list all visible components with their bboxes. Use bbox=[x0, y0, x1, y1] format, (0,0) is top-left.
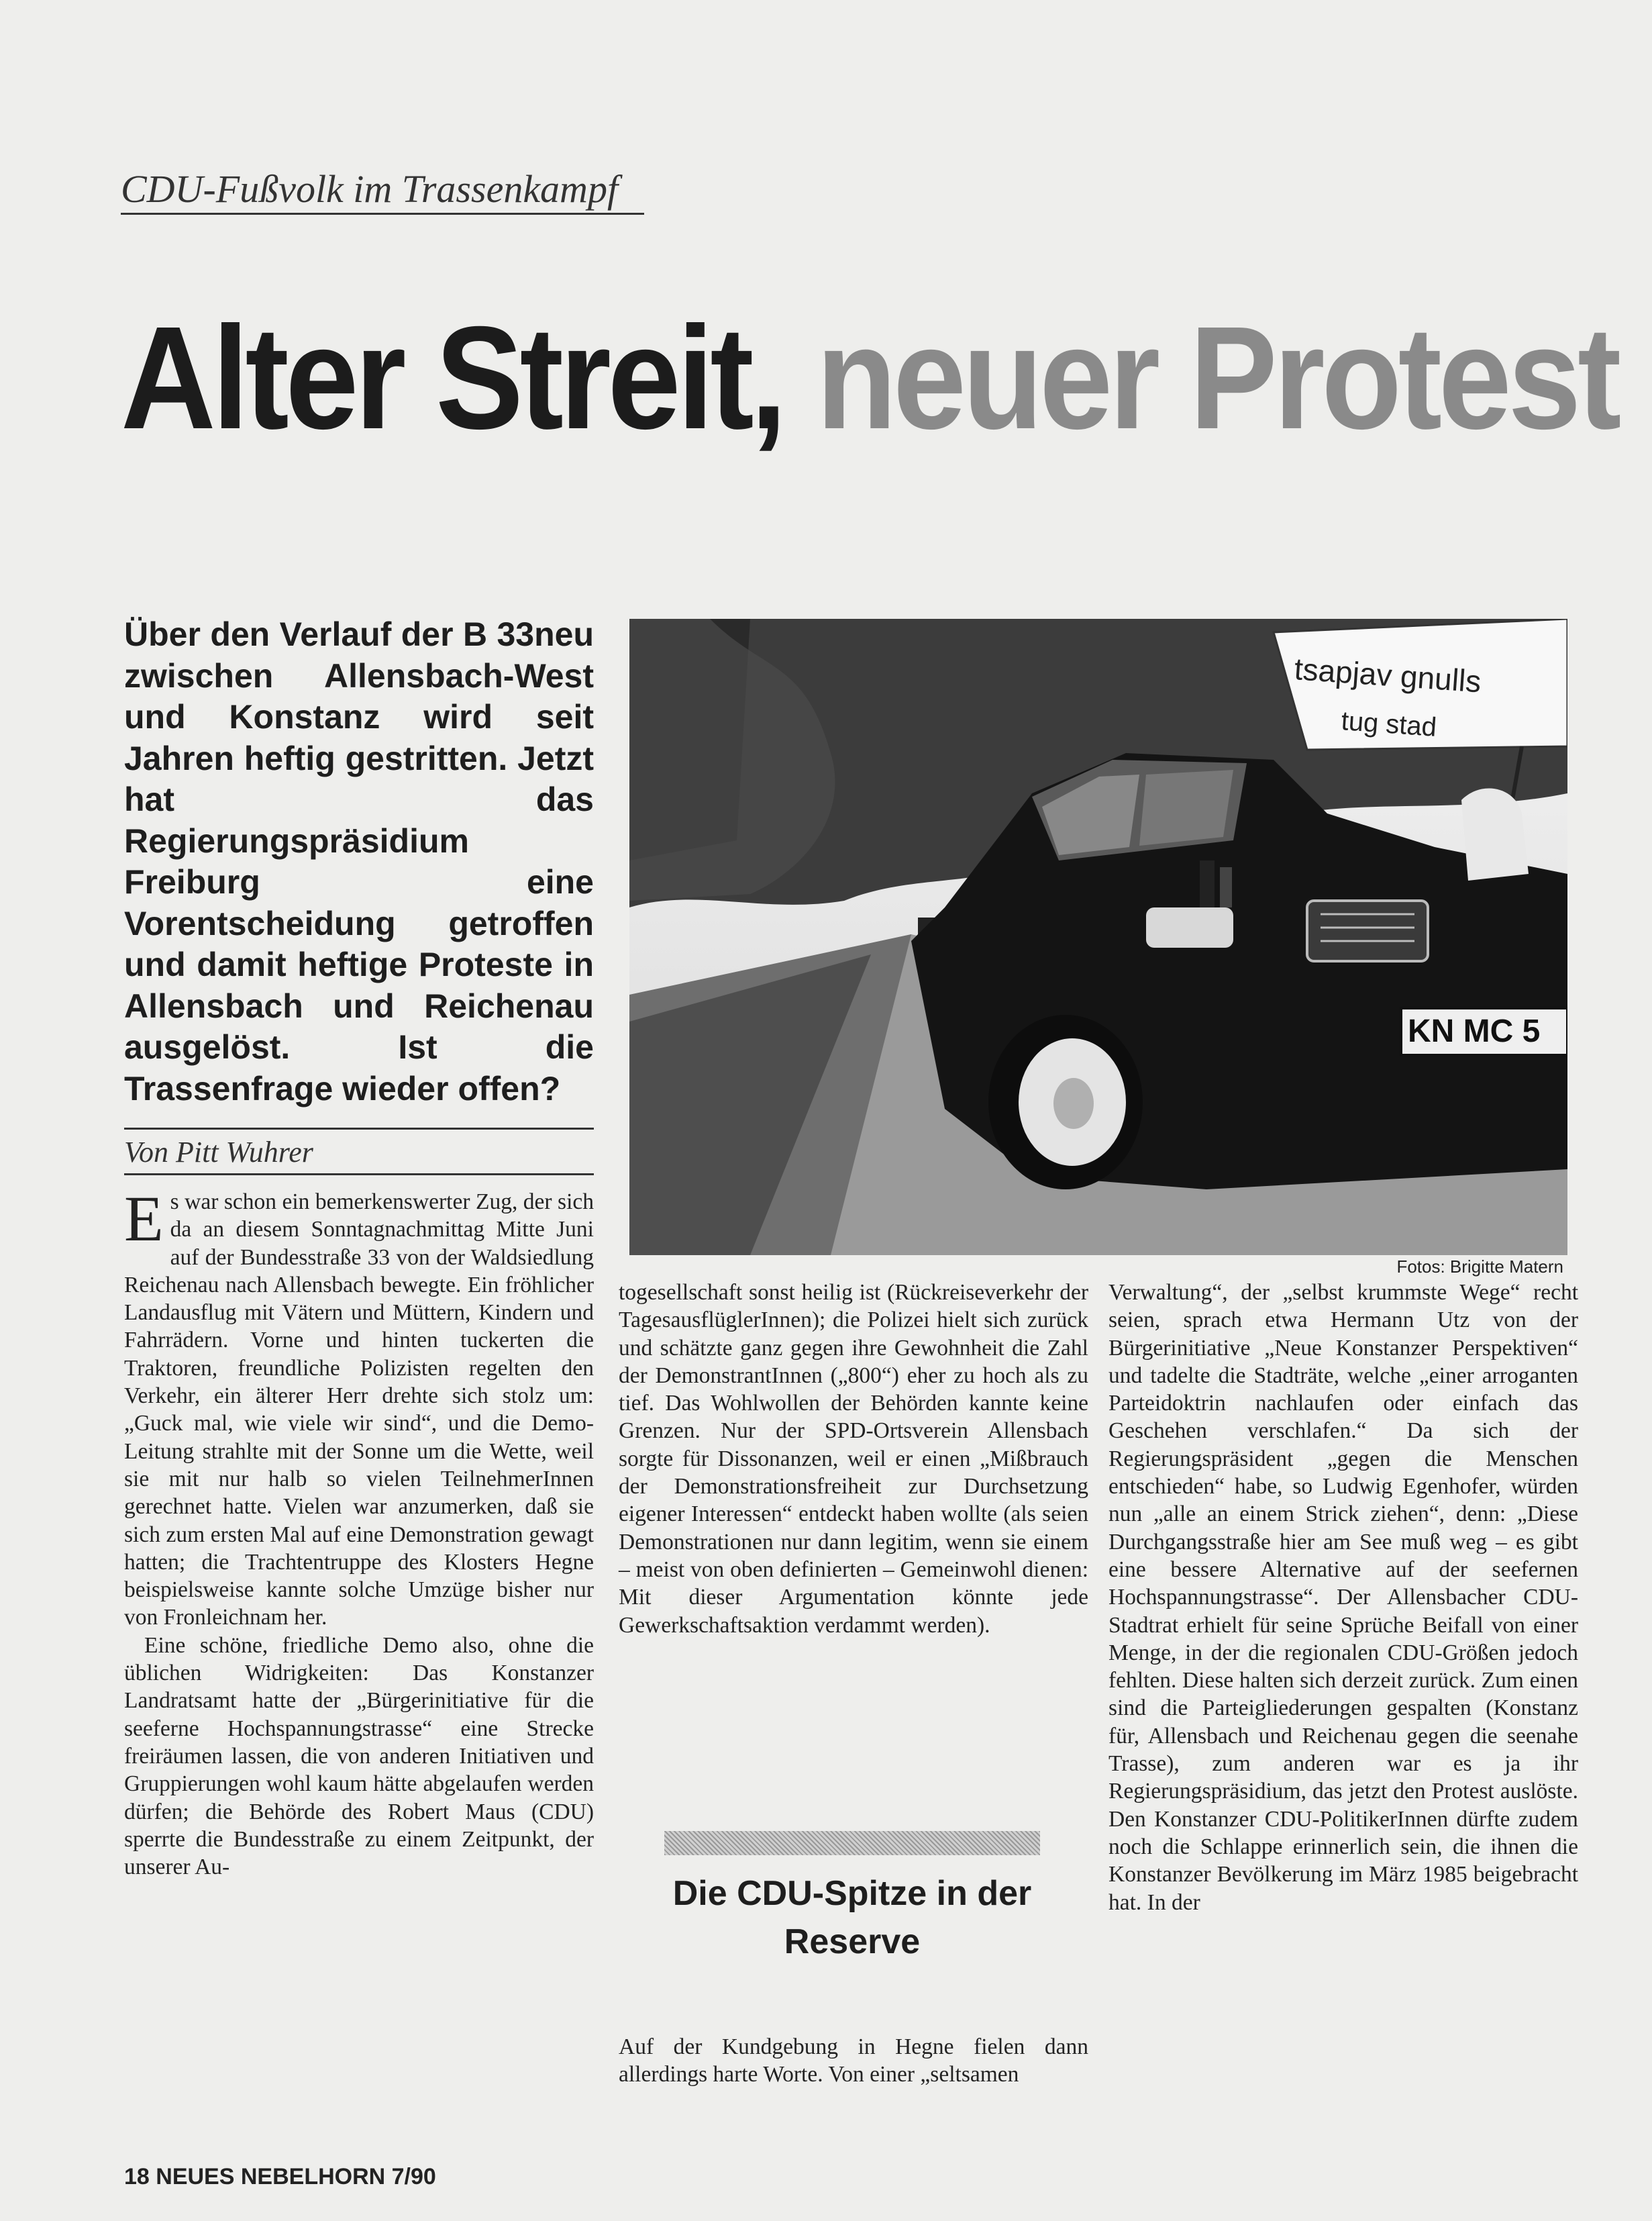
headline-grey: neuer Protest bbox=[783, 297, 1618, 460]
banner-text-2: tug stad bbox=[1340, 706, 1438, 742]
lead-paragraph: Über den Verlauf der B 33neu zwischen Allensbach-West und Konstanz wird seit Jahren heftig gestritten. Jetzt hat das Regierungspräsidium Freiburg eine Vorentscheidung getroffen und damit heftige Proteste in Allensbach und Reichenau ausgelöst. Ist die Trassenfrage wieder offen? bbox=[124, 615, 594, 1107]
column-2 bbox=[619, 1279, 1088, 1639]
headline-dark: Alter Streit, bbox=[121, 297, 784, 460]
column-2-continued bbox=[619, 2033, 1088, 2089]
headline bbox=[121, 297, 1618, 460]
col3-paragraph-1: Verwaltung“, der „selbst krummste Wege“ recht seien, sprach etwa Hermann Utz von der Bürgerinitiative „Neue Konstanzer Perspektiven“ und tadelte die Stadträte, welche „einer arroganten Parteidoktrin nachlaufen oder einfach das Geschehen verschlafen.“ Da sich der Regierungspräsident „gegen die Menschen entschieden“ habe, so Ludwig Egenhofer, würden nun „alle an einem Strick ziehen“, denn: „Diese Durchgangsstraße hier am See muß weg – es gibt eine bessere Alternative auf der seefernen Hochspannungstrasse“. Der Allensbacher CDU-Stadtrat erhielt für seine Sprüche Beifall von einer Menge, in der die regionalen CDU-Größen jedoch fehlten. Diese halten sich derzeit zurück. Zum einen sind die Parteigliederungen gespalten (Konstanz für, Allensbach und Reichenau gegen die seenahe Trasse), zum anderen war es ja ihr Regierungspräsidium, das jetzt den Protest auslöste. Den Konstanzer CDU-PolitikerInnen dürfte zudem noch die Schlappe erinnerlich sein, die ihnen die Konstanzer Bevölkerung im März 1985 beigebracht hat. In der bbox=[1108, 1280, 1578, 1915]
article-photo bbox=[629, 619, 1567, 1255]
subhead: Die CDU-Spitze in der Reserve bbox=[672, 1874, 1032, 1961]
drop-cap: E bbox=[124, 1183, 164, 1254]
license-plate-text: KN MC 5 bbox=[1408, 1014, 1541, 1049]
column-3 bbox=[1108, 1279, 1578, 1916]
subhead-rule bbox=[664, 1831, 1040, 1855]
col1-paragraph-1 bbox=[124, 1183, 594, 1632]
col2-paragraph-1: togesellschaft sonst heilig ist (Rückreiseverkehr der TagesausflüglerInnen); die Polizei hielt sich zurück und schätzte ganz gegen ihre Gewohnheit die Zahl der DemonstrantInnen („800“) eher zu hoch als zu tief. Das Wohlwollen der Behörden kannte keine Grenzen. Nur der SPD-Ortsverein Allensbach sorgte für Dissonanzen, weil er einen „Mißbrauch der Demonstrationsfreiheit zur Durchsetzung eigener Interessen“ entdeckt haben wollte (als seien Demonstrationen nur dann legitim, wenn sie einem – meist von oben definierten – Gemeinwohl dienen: Mit dieser Argumentation könnte jede Gewerkschaftsaktion verdammt werden). bbox=[619, 1280, 1088, 1638]
banner-text-1: tsapjav gnulls bbox=[1293, 651, 1482, 699]
col1-paragraph-1-text: s war schon ein bemerkenswerter Zug, der sich da an diesem Sonntagnachmittag Mitte Juni auf der Bundesstraße 33 von der Waldsiedlung Reichenau nach Allensbach bewegte. Ein fröhlicher Landausflug mit Vätern und Müttern, Kindern und Fahrrädern. Vorne und hinten tuckerten die Traktoren, freundliche Polizisten regelten den Verkehr, ein älterer Herr drehte sich stolz um: „Guck mal, wie viele wir sind“, und die Demo-Leitung strahlte mit der Sonne um die Wette, weil sie mit nur halb so vielen TeilnehmerInnen gerechnet hatte. Vielen war anzumerken, daß sie sich zum ersten Mal auf eine Demonstration gewagt hatten; die Trachtentruppe des Klosters Hegne beispielsweise kannte solche Umzüge bisher nur von Fronleichnam her. bbox=[124, 1189, 594, 1630]
byline: Von Pitt Wuhrer bbox=[124, 1128, 594, 1175]
col1-paragraph-2: Eine schöne, friedliche Demo also, ohne die üblichen Widrigkeiten: Das Konstanzer Landratsamt hatte der „Bürgerinitiative für die seeferne Hochspannungstrasse“ eine Strecke freiräumen lassen, die von anderen Initiativen und Gruppierungen wohl kaum hätte abgelaufen werden dürfen; die Behörde des Robert Maus (CDU) sperrte die Bundesstraße zu einem Zeitpunkt, der unserer Au- bbox=[124, 1632, 594, 1880]
column-1 bbox=[124, 1183, 594, 1881]
kicker: CDU-Fußvolk im Trassenkampf bbox=[121, 166, 644, 215]
photo-credit: Fotos: Brigitte Matern bbox=[1396, 1256, 1563, 1277]
page-footer: 18 NEUES NEBELHORN 7/90 bbox=[124, 2164, 436, 2189]
col2-paragraph-2: Auf der Kundgebung in Hegne fielen dann allerdings harte Worte. Von einer „seltsamen bbox=[619, 2034, 1088, 2087]
photo-illustration bbox=[629, 619, 1567, 1255]
